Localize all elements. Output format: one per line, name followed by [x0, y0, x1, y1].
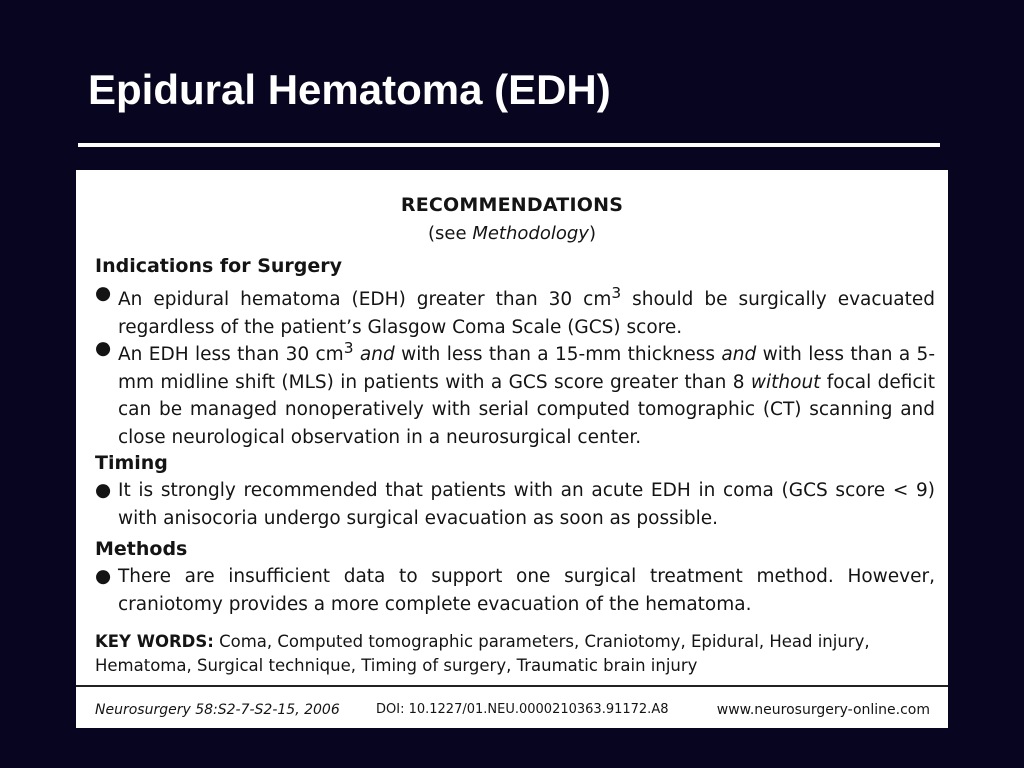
subheading-methodology: Methodology	[472, 223, 589, 244]
methods-bullet-1-text: There are insufficient data to support one surgical treatment method. However, craniotomy provides a more complete evacuation of the hematoma.	[118, 566, 935, 615]
title-divider	[78, 143, 940, 147]
ib2-part1: An EDH less than 30 cm	[118, 344, 344, 366]
timing-bullet-1	[95, 477, 935, 532]
indications-bullet-2-text	[118, 335, 935, 451]
ib1-sup: 3	[611, 284, 622, 302]
section-title-timing: Timing	[95, 452, 168, 474]
indications-bullet-2	[95, 335, 935, 451]
methods-bullet-1	[95, 563, 935, 618]
keywords-label: KEY WORDS:	[95, 632, 214, 651]
footer-website: www.neurosurgery-online.com	[716, 702, 930, 718]
ib2-italic2: and	[721, 344, 757, 366]
footer-divider	[76, 685, 948, 687]
bullet-dot: ●	[95, 566, 112, 587]
ib2-italic1: and	[359, 344, 395, 366]
subheading-prefix: (see	[428, 223, 473, 244]
article-excerpt	[76, 170, 948, 728]
ib1-part2: should be surgically evacuated regardless of the patient’s Glasgow Coma Scale (GCS) score.	[118, 289, 935, 338]
subheading-suffix: )	[588, 223, 596, 244]
ib2-italic3: without	[750, 371, 821, 393]
recommendations-heading: RECOMMENDATIONS	[400, 194, 624, 216]
bullet-dot: ●	[95, 338, 112, 359]
ib2-part2: with less than a 15-mm thickness	[394, 344, 722, 366]
slide-title: Epidural Hematoma (EDH)	[88, 66, 611, 113]
keywords	[95, 630, 937, 678]
ib2-sup: 3	[343, 339, 354, 357]
indications-bullet-1-text	[118, 280, 935, 341]
keywords-text: Coma, Computed tomographic parameters, Craniotomy, Epidural, Head injury, Hematoma, Surgical technique, Timing of surgery, Traumatic brain injury	[95, 632, 870, 675]
bullet-dot: ●	[95, 480, 112, 501]
indications-bullet-1	[95, 280, 935, 341]
ib2-part3: with less than a 5-mm midline shift (MLS) in patients with a GCS score greater than 8	[118, 344, 935, 393]
footer-citation: Neurosurgery 58:S2-7-S2-15, 2006	[95, 702, 340, 718]
timing-bullet-1-text: It is strongly recommended that patients with an acute EDH in coma (GCS score < 9) with anisocoria undergo surgical evacuation as soon as possible.	[118, 480, 935, 529]
footer-doi: DOI: 10.1227/01.NEU.0000210363.91172.A8	[376, 702, 669, 717]
bullet-dot: ●	[95, 283, 112, 304]
section-title-methods: Methods	[95, 538, 188, 560]
ib2-part4: focal deficit can be managed nonoperatively with serial computed tomographic (CT) scanning and close neurological observation in a neurosurgical center.	[118, 371, 935, 448]
section-title-indications: Indications for Surgery	[95, 255, 343, 277]
recommendations-subheading	[76, 223, 948, 244]
ib1-part1: An epidural hematoma (EDH) greater than 30 cm	[118, 289, 612, 311]
